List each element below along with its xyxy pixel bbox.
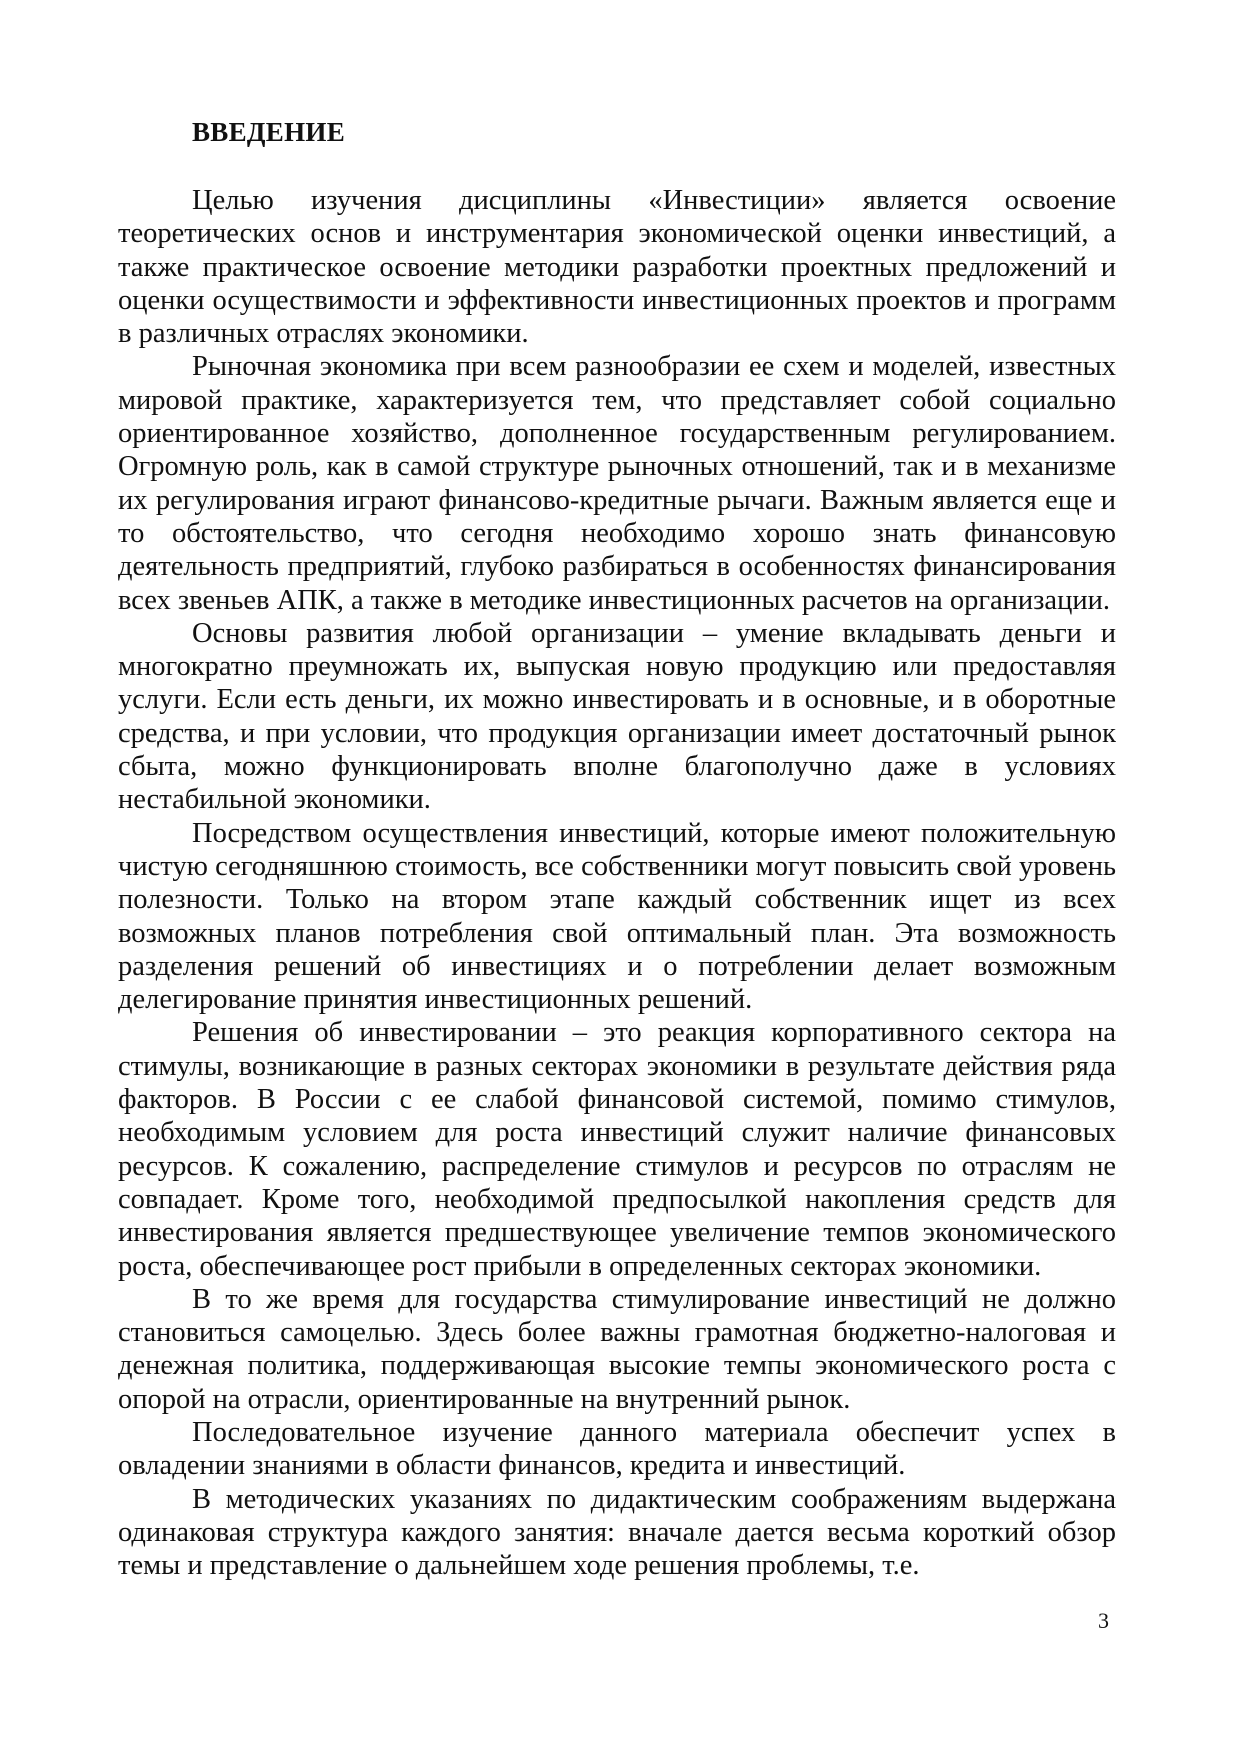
paragraph: Посредством осуществления инвестиций, которые имеют положительную чистую сегодняшнюю стоимость, все собственники могут повысить свой уровень полезности. Только на втором этапе каждый собственник ищет из всех возможных планов потребления свой оптимальный план. Эта возможность разделения решений об инвестициях и о потреблении делает возможным делегирование принятия инвестиционных решений.: [118, 817, 1116, 1016]
page-number: 3: [1098, 1608, 1109, 1633]
paragraph: Основы развития любой организации – умение вкладывать деньги и многократно преумножать их, выпуская новую продукцию или предоставляя услуги. Если есть деньги, их можно инвестировать и в основные, и в оборотные средства, и при условии, что продукция организации имеет достаточный рынок сбыта, можно функционировать вполне благополучно даже в условиях нестабильной экономики.: [118, 617, 1116, 816]
paragraph: Последовательное изучение данного материала обеспечит успех в овладении знаниями в области финансов, кредита и инвестиций.: [118, 1416, 1116, 1482]
body-text: [118, 184, 1116, 1582]
paragraph: Решения об инвестировании – это реакция корпоративного сектора на стимулы, возникающие в разных секторах экономики в результате действия ряда факторов. В России с ее слабой финансовой системой, помимо стимулов, необходимым условием для роста инвестиций служит наличие финансовых ресурсов. К сожалению, распределение стимулов и ресурсов по отраслям не совпадает. Кроме того, необходимой предпосылкой накопления средств для инвестирования является предшествующее увеличение темпов экономического роста, обеспечивающее рост прибыли в определенных секторах экономики.: [118, 1017, 1116, 1282]
paragraph: В то же время для государства стимулирование инвестиций не должно становиться самоцелью. Здесь более важны грамотная бюджетно-налоговая и денежная политика, поддерживающая высокие темпы экономического роста с опорой на отрасли, ориентированные на внутренний рынок.: [118, 1283, 1116, 1415]
paragraph: Рыночная экономика при всем разнообразии ее схем и моделей, известных мировой практике, характеризуется тем, что представляет собой социально ориентированное хозяйство, дополненное государственным регулированием. Огромную роль, как в самой структуре рыночных отношений, так и в механизме их регулирования играют финансово-кредитные рычаги. Важным является еще и то обстоятельство, что сегодня необходимо хорошо знать финансовую деятельность предприятий, глубоко разбираться в особенностях финансирования всех звеньев АПК, а также в методике инвестиционных расчетов на организации.: [118, 351, 1116, 616]
section-heading: ВВЕДЕНИЕ: [192, 117, 346, 147]
paragraph: Целью изучения дисциплины «Инвестиции» является освоение теоретических основ и инструментария экономической оценки инвестиций, а также практическое освоение методики разработки проектных предложений и оценки осуществимости и эффективности инвестиционных проектов и программ в различных отраслях экономики.: [118, 185, 1116, 350]
paragraph: В методических указаниях по дидактическим соображениям выдержана одинаковая структура каждого занятия: вначале дается весьма короткий обзор темы и представление о дальнейшем ходе решения проблемы, т.е.: [118, 1483, 1116, 1582]
